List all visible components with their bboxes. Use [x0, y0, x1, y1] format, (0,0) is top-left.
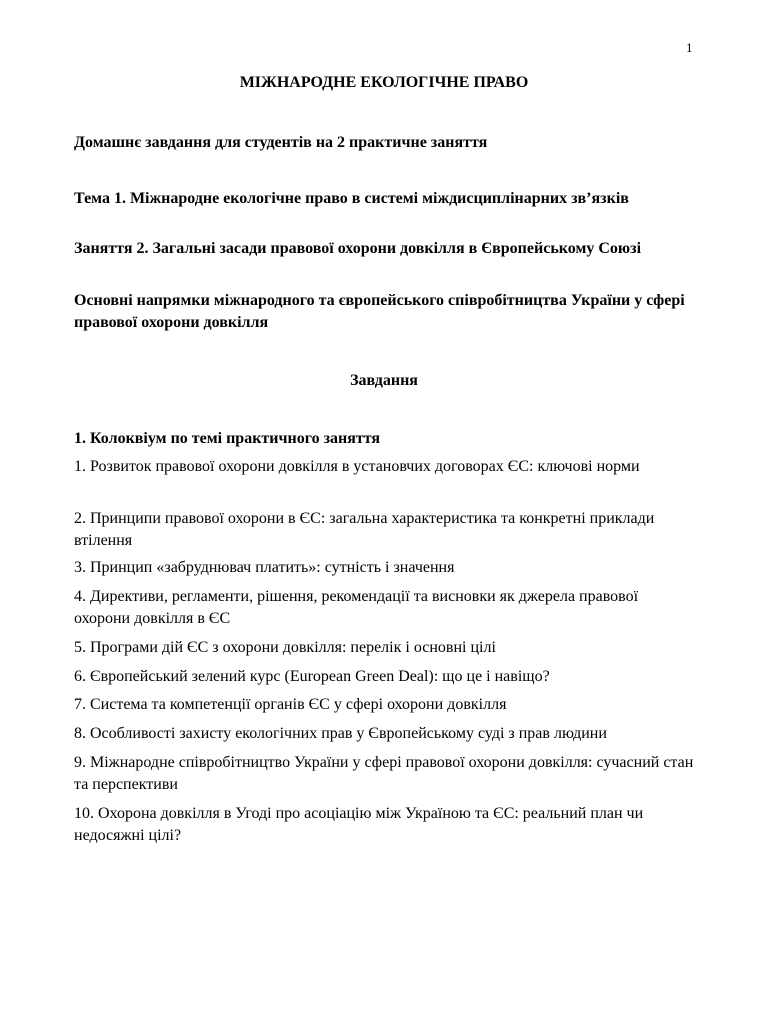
- question-item: 9. Міжнародне співробітництво України у сфері правової охорони довкілля: сучасний стан та перспективи: [74, 754, 694, 793]
- question-item: 3. Принцип «забруднювач платить»: сутність і значення: [74, 559, 455, 576]
- page-number: 1: [686, 40, 693, 55]
- question-item: 2. Принципи правової охорони в ЄС: загальна характеристика та конкретні приклади втілення: [74, 510, 655, 549]
- question-item: 8. Особливості захисту екологічних прав у Європейському суді з прав людини: [74, 725, 607, 742]
- directions-heading: Основні напрямки міжнародного та європейського співробітництва України у сфері правової охорони довкілля: [74, 292, 685, 331]
- topic-heading: Тема 1. Міжнародне екологічне право в системі міждисциплінарних зв’язків: [74, 190, 629, 207]
- question-item: 7. Система та компетенції органів ЄС у сфері охорони довкілля: [74, 696, 507, 713]
- question-item: 1. Розвиток правової охорони довкілля в установчих договорах ЄС: ключові норми: [74, 458, 640, 475]
- question-item: 10. Охорона довкілля в Угоді про асоціацію між Україною та ЄС: реальний план чи недосяжні цілі?: [74, 805, 644, 844]
- question-item: 5. Програми дій ЄС з охорони довкілля: перелік і основні цілі: [74, 639, 496, 656]
- homework-heading: Домашнє завдання для студентів на 2 практичне заняття: [74, 134, 488, 151]
- question-item: 4. Директиви, регламенти, рішення, рекомендації та висновки як джерела правової охорони довкілля в ЄС: [74, 588, 639, 627]
- tasks-heading: Завдання: [350, 372, 418, 389]
- question-item: 6. Європейський зелений курс (European Green Deal): що це і навіщо?: [74, 668, 550, 685]
- document-title: МІЖНАРОДНЕ ЕКОЛОГІЧНЕ ПРАВО: [239, 74, 529, 91]
- colloquium-heading: 1. Колоквіум по темі практичного заняття: [74, 430, 381, 447]
- lesson-heading: Заняття 2. Загальні засади правової охорони довкілля в Європейському Союзі: [74, 240, 642, 257]
